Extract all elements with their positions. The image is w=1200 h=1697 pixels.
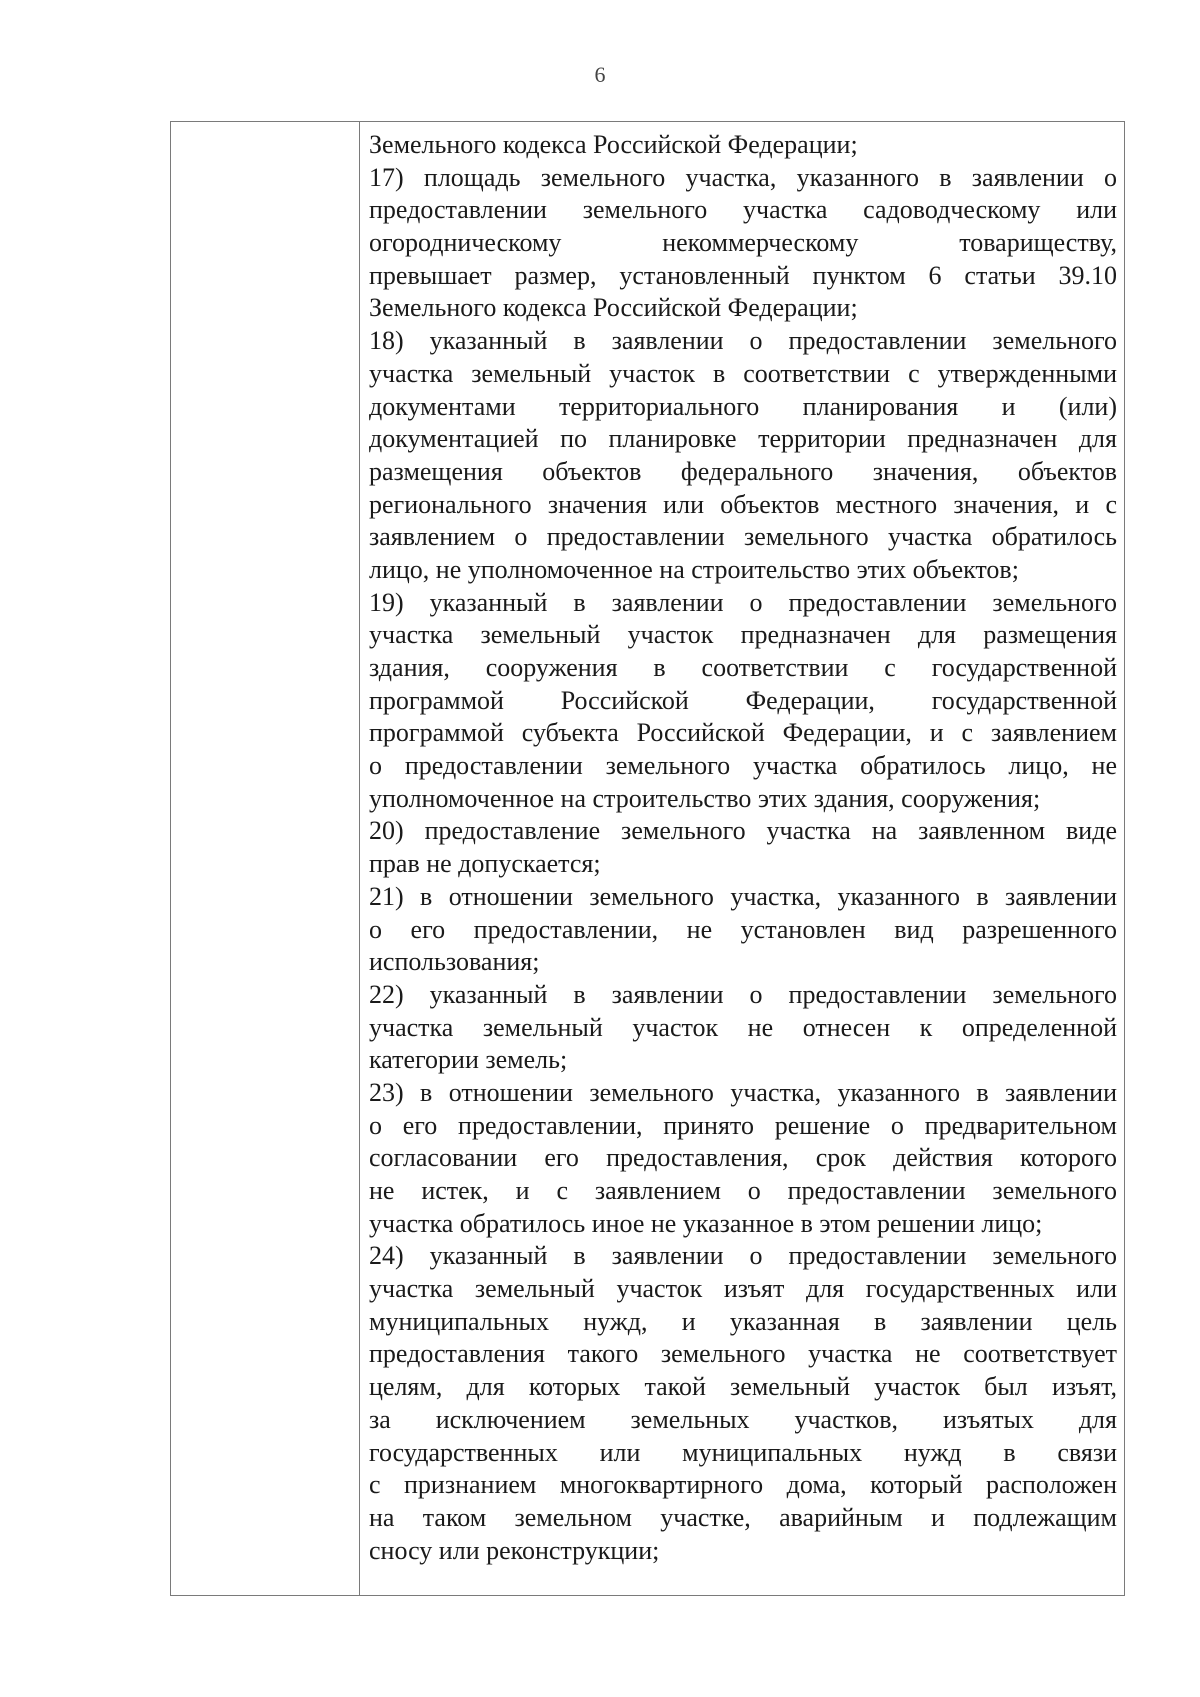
text-line: согласовании его предоставления, срок действия которого [369,1143,1117,1173]
text-line: с признанием многоквартирного дома, который расположен [369,1470,1117,1500]
text-line: за исключением земельных участков, изъятых для [369,1404,1117,1434]
text-line: о предоставлении земельного участка обратилось лицо, не [369,751,1117,781]
text-line: 21) в отношении земельного участка, указанного в заявлении [369,881,1117,911]
text-line: лицо, не уполномоченное на строительство этих объектов; [369,554,1019,584]
page-number: 6 [594,62,606,87]
text-line: сносу или реконструкции; [369,1535,660,1565]
text-line: документами территориального планирования и (или) [369,391,1117,421]
text-line: программой Российской Федерации, государственной [369,685,1117,715]
text-line: участка земельный участок изъят для государственных или [369,1274,1117,1304]
text-line: участка обратилось иное не указанное в этом решении лицо; [369,1208,1043,1238]
text-line: категории земель; [369,1045,568,1075]
text-line: 17) площадь земельного участка, указанного в заявлении о [369,162,1117,192]
text-line: регионального значения или объектов местного значения, и с [369,489,1117,519]
column-divider [359,122,360,1595]
text-line: документацией по планировке территории предназначен для [369,424,1117,454]
text-line: Земельного кодекса Российской Федерации; [369,130,858,159]
text-line: о его предоставлении, принято решение о предварительном [369,1110,1117,1140]
text-line: участка земельный участок в соответствии с утвержденными [369,358,1117,388]
text-line: 24) указанный в заявлении о предоставлении земельного [369,1241,1117,1271]
text-line: программой субъекта Российской Федерации, и с заявлением [369,718,1117,748]
text-line: не истек, и с заявлением о предоставлении земельного [369,1176,1117,1205]
text-line: использования; [369,947,540,977]
text-line: муниципальных нужд, и указанная в заявлении цель [369,1306,1117,1336]
text-line: уполномоченное на строительство этих здания, сооружения; [369,783,1041,813]
text-line: о его предоставлении, не установлен вид разрешенного [369,914,1117,944]
text-line: 20) предоставление земельного участка на заявленном виде [369,816,1117,846]
text-line: целям, для которых такой земельный участок был изъят, [369,1372,1117,1402]
text-line: государственных или муниципальных нужд в связи [369,1437,1117,1467]
text-line: Земельного кодекса Российской Федерации; [369,293,858,323]
document-table [170,121,1125,1596]
text-line: огородническому некоммерческому товариществу, [369,228,1117,258]
text-line: предоставления такого земельного участка не соответствует [369,1339,1117,1369]
text-line: участка земельный участок предназначен для размещения [369,620,1117,650]
text-line: 18) указанный в заявлении о предоставлении земельного [369,326,1117,356]
table-cell-text [369,129,1117,1567]
text-line: на таком земельном участке, аварийным и подлежащим [369,1502,1117,1532]
text-line: предоставлении земельного участка садоводческому или [369,195,1117,225]
text-line: здания, сооружения в соответствии с государственной [369,653,1117,682]
text-line: превышает размер, установленный пунктом 6 статьи 39.10 [369,260,1117,290]
text-line: 22) указанный в заявлении о предоставлении земельного [369,979,1117,1009]
text-line: прав не допускается; [369,849,601,879]
table-cell-left-empty [171,122,359,1595]
text-line: участка земельный участок не отнесен к определенной [369,1012,1117,1042]
text-line: 23) в отношении земельного участка, указанного в заявлении [369,1077,1117,1107]
text-line: 19) указанный в заявлении о предоставлении земельного [369,587,1117,617]
text-line: размещения объектов федерального значения, объектов [369,456,1117,486]
text-line: заявлением о предоставлении земельного участка обратилось [369,522,1117,552]
